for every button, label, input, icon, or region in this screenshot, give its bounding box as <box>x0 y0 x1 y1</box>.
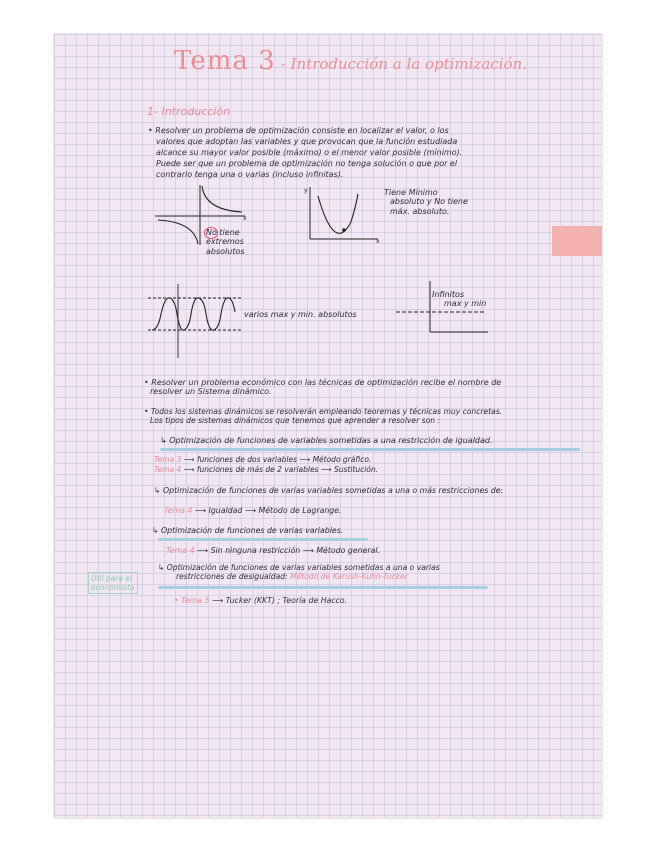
tema-label: Tema 4 <box>154 465 182 474</box>
item-1a <box>154 456 371 465</box>
caption-line: absolutos <box>206 246 245 256</box>
intro-line: contrario tenga una o varias (incluso infinitas). <box>156 170 344 179</box>
arrow-icon: ⟶ <box>194 506 209 515</box>
arrow-icon: ⟶ <box>183 465 197 474</box>
item-3a <box>166 546 380 555</box>
item-3-heading <box>152 526 343 535</box>
item-text: funciones de dos variables <box>196 455 298 464</box>
highlight-line <box>158 586 488 589</box>
highlight-line <box>158 538 368 541</box>
section-heading: 1- Introducción <box>147 105 231 118</box>
item-2a <box>164 506 342 515</box>
title-rest: - Introducción a la optimización. <box>280 55 527 73</box>
graph-parabola <box>302 184 382 246</box>
item-line <box>158 573 440 582</box>
arrow-icon: ⟶ <box>302 546 317 555</box>
paragraph-line: • Resolver un problema económico con las técnicas de optimización recibe el nombre de <box>144 378 502 387</box>
paragraph-2 <box>144 378 501 397</box>
tema-label: Tema 4 <box>166 546 195 555</box>
arrow-icon: ↳ <box>158 563 167 572</box>
svg-text:y: y <box>304 187 308 194</box>
margin-note <box>88 572 138 594</box>
item-text: Optimización de funciones de variables sometidas a una restricción de igualdad. <box>169 436 493 445</box>
graph3-caption: varios max y min. absolutos <box>244 310 357 319</box>
arrow-icon: ⟶ <box>299 455 313 464</box>
arrow-icon: ⟶ <box>244 506 259 515</box>
item-text: funciones de más de 2 variables <box>196 465 319 474</box>
arrow-icon: ↳ <box>152 526 162 535</box>
paragraph-line: resolver un Sistema dinámico. <box>150 387 272 397</box>
arrow-icon: ↳ <box>154 486 164 495</box>
caption-line: No tiene <box>206 228 240 237</box>
item-text: Tucker (KKT) ; Teoría de Hacco. <box>225 596 348 605</box>
item-text: Igualdad <box>208 506 243 515</box>
notebook-page <box>54 34 602 818</box>
paragraph-3 <box>144 408 502 426</box>
item-text: Sin ninguna restricción <box>210 546 301 555</box>
page-title <box>174 46 527 77</box>
item-text: Optimización de funciones de varias variables sometidas a una o varias <box>166 563 440 572</box>
circle-mark <box>204 227 218 239</box>
item-4a <box>174 596 347 605</box>
item-result: Método general. <box>316 546 380 555</box>
title-main: Tema 3 <box>174 46 276 76</box>
method-name: Método de Karush-Kuhn-Tucker <box>290 571 408 581</box>
tema-label: Tema 3 <box>154 455 182 464</box>
arrow-icon: ↳ <box>160 436 170 445</box>
caption-line: Tiene Mínimo <box>384 188 438 197</box>
item-1b <box>154 466 378 475</box>
arrow-icon: ⟶ <box>211 596 226 605</box>
arrow-icon: ⟶ <box>320 465 335 474</box>
tema-label: • <box>174 596 182 605</box>
arrow-icon: ⟶ <box>183 455 197 464</box>
svg-text:x: x <box>376 238 380 245</box>
note-line: economista <box>91 583 135 592</box>
intro-line: Puede ser que un problema de optimización no tenga solución o que por el <box>156 159 458 168</box>
sticky-tab <box>552 226 602 256</box>
item-result: Método gráfico. <box>312 455 372 464</box>
caption-line: max y min <box>444 299 487 309</box>
paragraph-line: • Todos los sistemas dinámicos se resolverán empleando teoremas y técnicas muy concretas. <box>144 407 503 416</box>
item-text: restricciones de desigualdad: <box>176 571 288 581</box>
item-text: Optimización de funciones de varias variables sometidas a una o más restricciones de: <box>163 486 504 495</box>
item-result: Método de Lagrange. <box>258 506 342 515</box>
intro-line: alcance su mayor valor posible (máximo) o el menor valor posible (mínimo). <box>156 148 463 157</box>
item-2-heading <box>154 486 503 495</box>
item-text: Optimización de funciones de varias variables. <box>161 526 344 535</box>
graph4-caption <box>432 290 486 309</box>
item-1-heading <box>160 436 493 445</box>
tema-label: Tema 5 <box>181 596 210 605</box>
item-result: Sustitución. <box>334 465 379 474</box>
note-line: Útil para el <box>91 574 133 583</box>
arrow-icon: ⟶ <box>196 546 211 555</box>
graph-oscillating <box>146 278 246 362</box>
caption-line: máx. absoluto. <box>390 206 450 216</box>
caption-line: absoluto y No tiene <box>390 197 468 207</box>
caption-line: Infinitos <box>432 290 465 299</box>
item-4-heading <box>158 564 440 582</box>
intro-line: valores que adoptan las variables y que provocan que la función estudiada <box>156 137 458 146</box>
intro-line: • Resolver un problema de optimización consiste en localizar el valor, o los <box>148 126 449 135</box>
tema-label: Tema 4 <box>164 506 193 515</box>
paragraph-line: Los tipos de sistemas dinámicos que tenemos que aprender a resolver son : <box>150 415 441 425</box>
graph2-caption <box>384 188 468 216</box>
svg-text:x: x <box>243 215 247 222</box>
highlight-line <box>160 448 580 451</box>
caption-line: extremos <box>206 237 244 247</box>
